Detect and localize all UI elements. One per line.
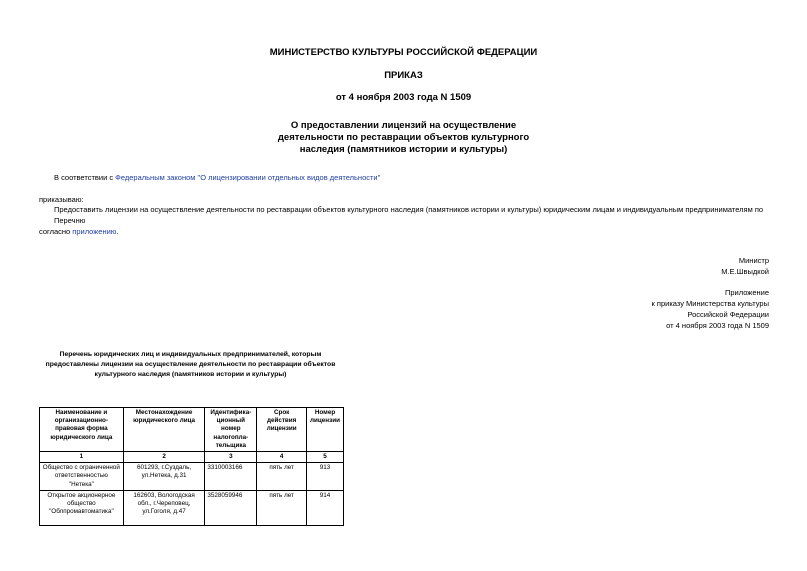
table-cell: пять лет — [257, 490, 307, 525]
licenses-table — [39, 407, 344, 526]
order-word: приказываю: — [39, 195, 84, 204]
appendix-line-2: Российской Федерации — [687, 310, 769, 319]
column-number: 4 — [257, 452, 307, 463]
column-number: 2 — [123, 452, 205, 463]
table-header-cell: Номер лицензии — [307, 408, 344, 452]
preamble — [54, 172, 380, 183]
table-row — [40, 463, 344, 491]
order-paragraph — [39, 204, 774, 237]
list-title-line-3: культурного наследия (памятников истории и культуры) — [94, 371, 287, 378]
table-header-cell: Идентифика-ционный номер налогопла-тельщика — [205, 408, 257, 452]
appendix-label: Приложение — [725, 288, 769, 297]
column-number: 5 — [307, 452, 344, 463]
list-title — [0, 350, 381, 380]
table-cell: 162603, Вологодская обл., г.Череповец, ул.Гоголя, д.47 — [123, 490, 205, 525]
appendix-line-3: от 4 ноября 2003 года N 1509 — [666, 321, 769, 330]
table-cell: Общество с ограниченной ответственностью "Нетека" — [40, 463, 124, 491]
table-cell: Открытое акционерное общество "Облпромавтоматика" — [40, 490, 124, 525]
appendix-link[interactable]: приложению — [72, 227, 117, 236]
ministry-heading: МИНИСТЕРСТВО КУЛЬТУРЫ РОССИЙСКОЙ ФЕДЕРАЦИИ — [269, 47, 538, 58]
appendix-line-1: к приказу Министерства культуры — [651, 299, 769, 308]
federal-law-link[interactable]: Федеральным законом "О лицензировании отдельных видов деятельности" — [115, 173, 381, 182]
table-cell: пять лет — [257, 463, 307, 491]
table-cell: 601293, г.Суздаль, ул.Нетека, д.31 — [123, 463, 205, 491]
column-number: 1 — [40, 452, 124, 463]
document-type: ПРИКАЗ — [384, 70, 423, 81]
document-date-number: от 4 ноября 2003 года N 1509 — [335, 92, 472, 103]
order-text: Предоставить лицензии на осуществление деятельности по реставрации объектов культурного наследия (памятников истории и культуры) юридическим лицам и индивидуальным предпринимателям по Перечню — [54, 205, 764, 225]
table-cell: 3528059946 — [205, 490, 257, 525]
signature-position: Министр — [738, 256, 769, 265]
signature-name: М.Е.Швыдкой — [721, 267, 769, 276]
table-header-cell: Наименование и организационно-правовая форма юридического лица — [40, 408, 124, 452]
table-cell: 3310003166 — [205, 463, 257, 491]
order-text-suffix: . — [116, 227, 119, 236]
list-title-line-1: Перечень юридических лиц и индивидуальных предпринимателей, которым — [59, 351, 322, 358]
document-title-line-3: наследия (памятников истории и культуры) — [299, 144, 508, 155]
table-column-numbers-row — [40, 452, 344, 463]
document-title — [0, 120, 807, 156]
document-title-line-2: деятельности по реставрации объектов культурного — [277, 132, 530, 143]
appendix-block — [652, 287, 769, 331]
column-number: 3 — [205, 452, 257, 463]
table-header-row — [40, 408, 344, 452]
signature-block — [721, 255, 769, 277]
table-row — [40, 490, 344, 525]
table-cell: 913 — [307, 463, 344, 491]
document-title-line-1: О предоставлении лицензий на осуществление — [290, 120, 517, 131]
order-text-prefix: согласно — [39, 227, 73, 236]
order-text-line-2 — [39, 226, 774, 237]
preamble-text: В соответствии с — [54, 173, 116, 182]
table-header-cell: Срок действия лицензии — [257, 408, 307, 452]
list-title-line-2: предоставлены лицензии на осуществление деятельности по реставрации объектов — [45, 361, 336, 368]
table-cell: 914 — [307, 490, 344, 525]
table-header-cell: Местонахождение юридического лица — [123, 408, 205, 452]
